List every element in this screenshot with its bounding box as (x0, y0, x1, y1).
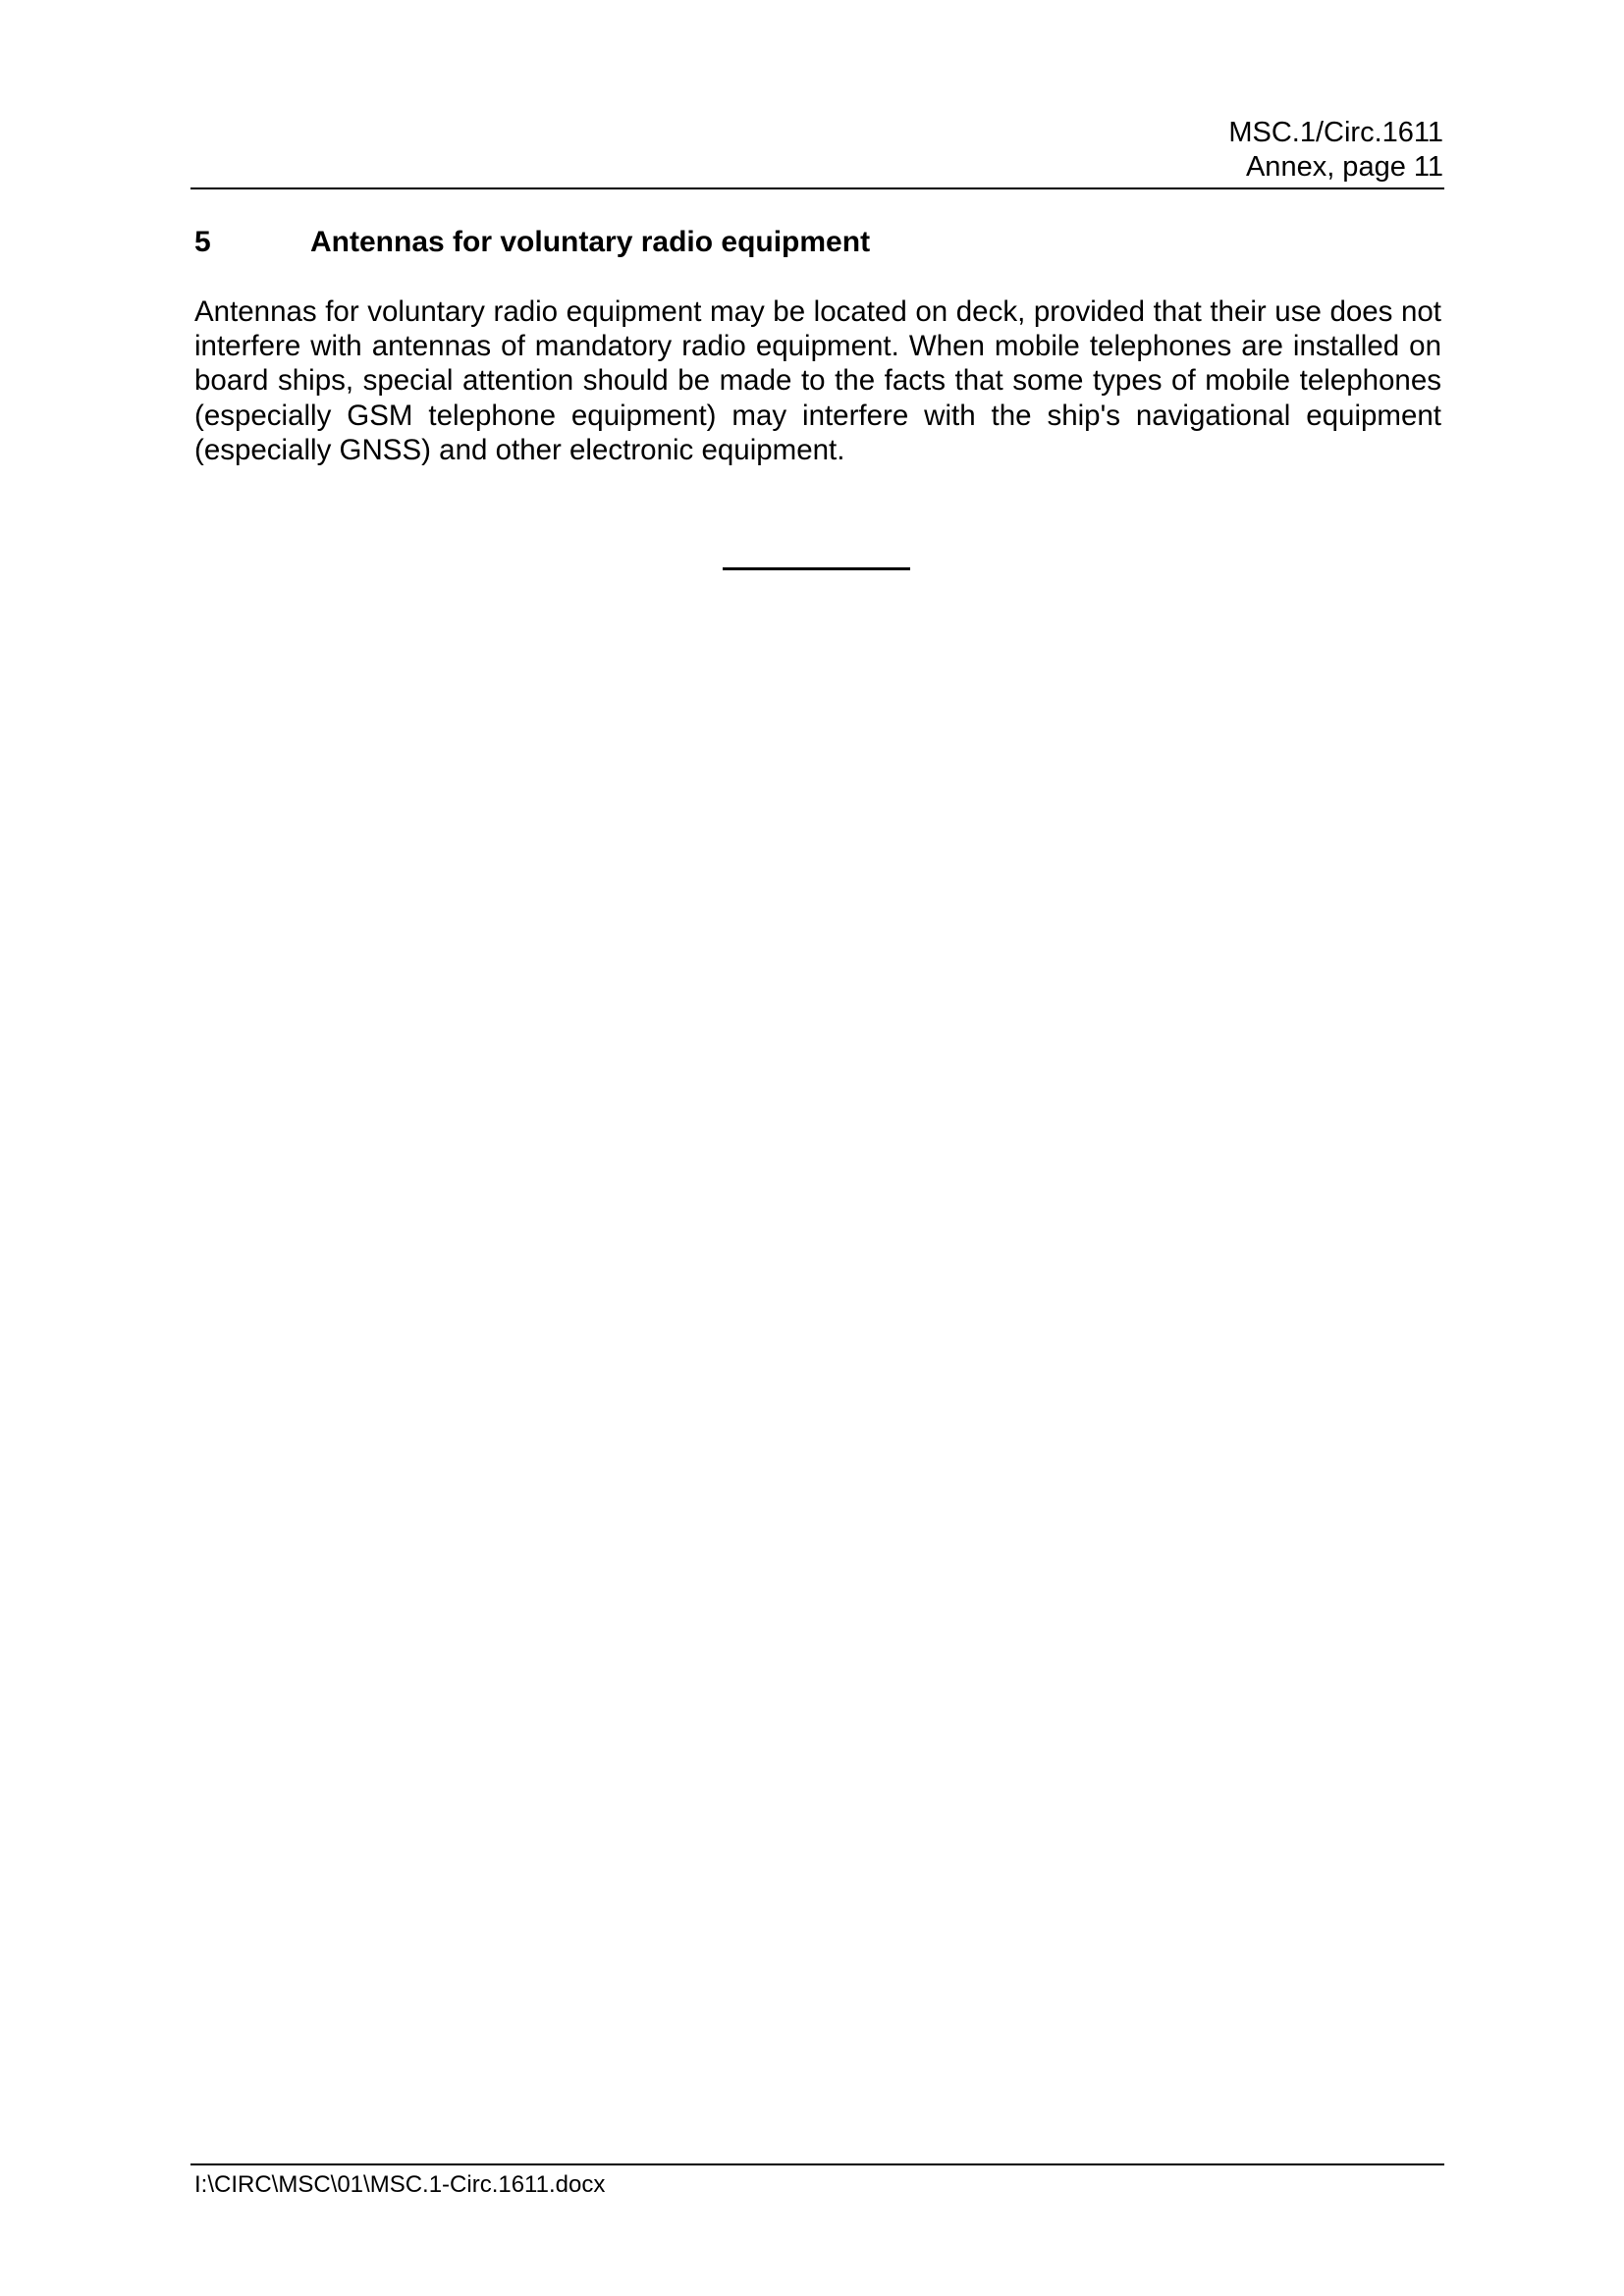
section-heading (194, 224, 870, 261)
end-of-document-rule (723, 567, 910, 570)
document-number: MSC.1/Circ.1611 (1228, 117, 1443, 148)
section-number: 5 (194, 226, 211, 258)
page-header (190, 116, 1443, 185)
footer-file-path: I:\CIRC\MSC\01\MSC.1-Circ.1611.docx (194, 2171, 606, 2198)
footer-divider (190, 2163, 1444, 2165)
header-divider (190, 187, 1444, 189)
section-paragraph: Antennas for voluntary radio equipment may be located on deck, provided that their use does not interfere with antennas of mandatory radio equipment. When mobile telephones are installed on board ships, special attention should be made to the facts that some types of mobile telephones (especially GSM telephone equipment) may interfere with the ship's navigational equipment (especially GNSS) and other electronic equipment. (194, 295, 1441, 466)
section-title: Antennas for voluntary radio equipment (310, 226, 871, 258)
page-label: Annex, page 11 (1245, 151, 1443, 183)
